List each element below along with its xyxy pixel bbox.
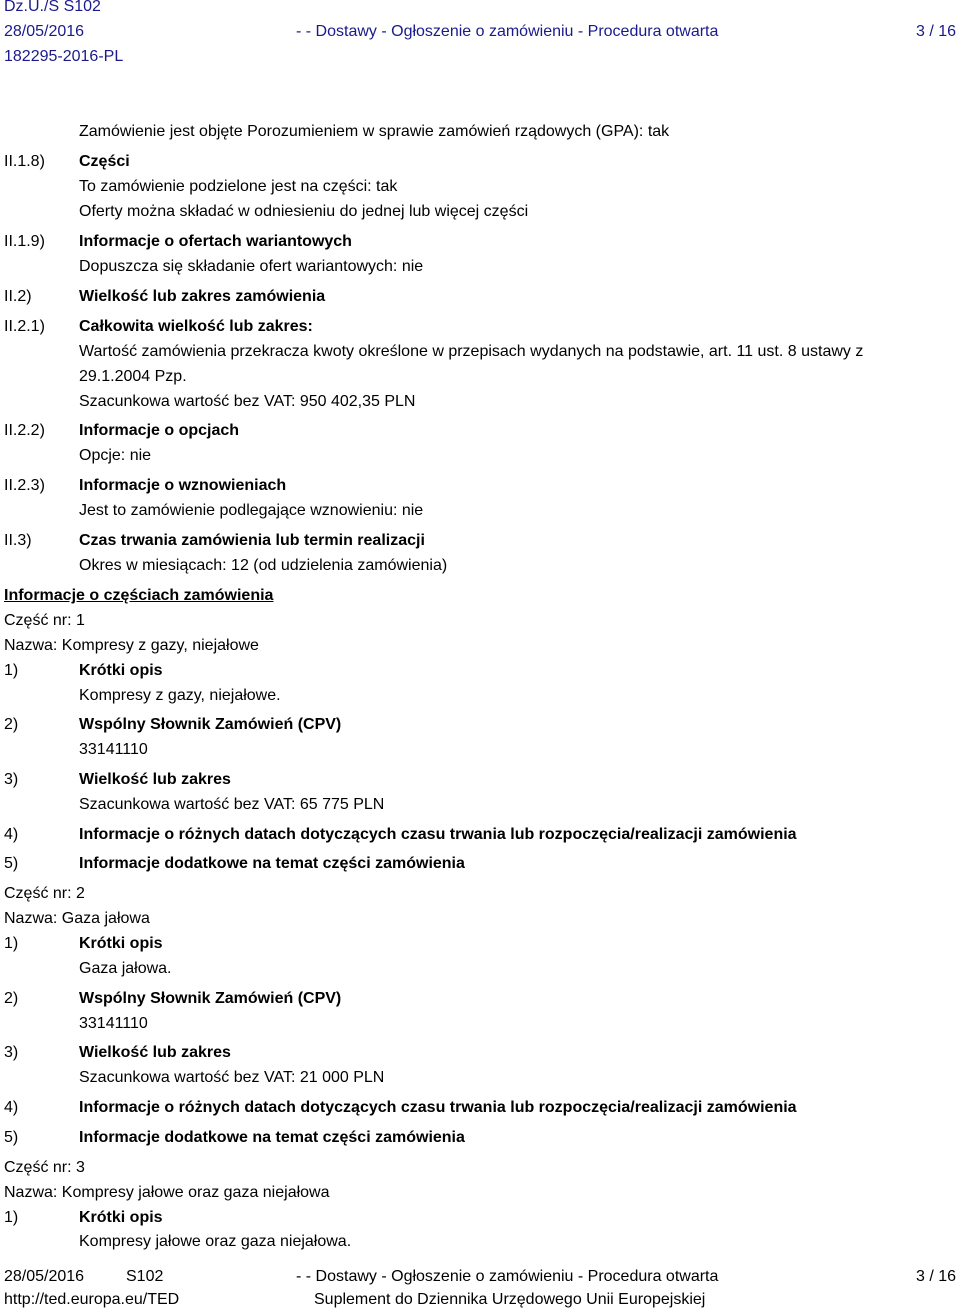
item-detail: Kompresy z gazy, niejałowe. (79, 687, 281, 704)
item-title: Wielkość lub zakres (79, 1044, 231, 1061)
heading-total-scope: Całkowita wielkość lub zakres: (79, 318, 313, 335)
item-title: Informacje dodatkowe na temat części zamówienia (79, 1129, 465, 1146)
heading-duration: Czas trwania zamówienia lub termin realizacji (79, 532, 425, 549)
item-title: Krótki opis (79, 935, 163, 952)
header-title: - - Dostawy - Ogłoszenie o zamówieniu - Procedura otwarta (296, 23, 719, 40)
gpa-line: Zamówienie jest objęte Porozumieniem w sprawie zamówień rządowych (GPA): tak (79, 123, 670, 140)
item-title: Krótki opis (79, 1209, 163, 1226)
heading-renewals: Informacje o wznowieniach (79, 477, 287, 494)
value-exceeds-line-2: 29.1.2004 Pzp. (79, 368, 187, 385)
estimated-value-line: Szacunkowa wartość bez VAT: 950 402,35 PLN (79, 393, 416, 410)
item-number: 5) (4, 1129, 19, 1146)
part-number: Część nr: 1 (4, 612, 85, 629)
item-number: 3) (4, 771, 19, 788)
header-page-number: 3 / 16 (915, 23, 956, 40)
value-exceeds-line: Wartość zamówienia przekracza kwoty określone w przepisach wydanych na podstawie, art. 11 ust. 8 ustawy z (79, 343, 864, 360)
item-title: Wspólny Słownik Zamówień (CPV) (79, 990, 342, 1007)
journal-ref: Dz.U./S S102 (4, 0, 101, 15)
part-name: Nazwa: Kompresy jałowe oraz gaza niejałowa (4, 1184, 330, 1201)
item-title: Wielkość lub zakres (79, 771, 231, 788)
footer-url[interactable]: http://ted.europa.eu/TED (4, 1291, 180, 1308)
item-detail: Gaza jałowa. (79, 960, 172, 977)
item-number: 5) (4, 855, 19, 872)
footer-title: - - Dostawy - Ogłoszenie o zamówieniu - Procedura otwarta (296, 1268, 719, 1285)
heading-scope: Wielkość lub zakres zamówienia (79, 288, 326, 305)
part-number: Część nr: 3 (4, 1159, 85, 1176)
variants-line: Dopuszcza się składanie ofert wariantowych: nie (79, 258, 424, 275)
section-code: II.1.9) (4, 233, 45, 250)
offers-line: Oferty można składać w odniesieniu do jednej lub więcej części (79, 203, 529, 220)
section-code: II.2.1) (4, 318, 45, 335)
item-number: 4) (4, 1099, 19, 1116)
footer-series: S102 (126, 1268, 164, 1285)
item-number: 2) (4, 990, 19, 1007)
item-number: 1) (4, 1209, 19, 1226)
heading-parts: Części (79, 153, 130, 170)
header-date: 28/05/2016 (4, 23, 85, 40)
item-title: Wspólny Słownik Zamówień (CPV) (79, 716, 342, 733)
section-code: II.2) (4, 288, 32, 305)
item-detail: 33141110 (79, 1015, 148, 1032)
item-detail: Szacunkowa wartość bez VAT: 21 000 PLN (79, 1069, 385, 1086)
item-number: 4) (4, 826, 19, 843)
item-title: Informacje dodatkowe na temat części zamówienia (79, 855, 465, 872)
notice-id: 182295-2016-PL (4, 48, 124, 65)
item-detail: Szacunkowa wartość bez VAT: 65 775 PLN (79, 796, 385, 813)
part-name: Nazwa: Kompresy z gazy, niejałowe (4, 637, 259, 654)
parts-divided-line: To zamówienie podzielone jest na części: tak (79, 178, 398, 195)
heading-variants: Informacje o ofertach wariantowych (79, 233, 352, 250)
item-number: 2) (4, 716, 19, 733)
section-code: II.2.3) (4, 477, 45, 494)
footer-publisher: Suplement do Dziennika Urzędowego Unii Europejskiej (314, 1291, 706, 1308)
item-number: 3) (4, 1044, 19, 1061)
part-number: Część nr: 2 (4, 885, 85, 902)
item-detail: Kompresy jałowe oraz gaza niejałowa. (79, 1233, 352, 1250)
section-code: II.3) (4, 532, 32, 549)
item-title: Krótki opis (79, 662, 163, 679)
parts-heading: Informacje o częściach zamówienia (4, 587, 274, 604)
options-line: Opcje: nie (79, 447, 152, 464)
item-number: 1) (4, 935, 19, 952)
item-detail: 33141110 (79, 741, 148, 758)
renewals-line: Jest to zamówienie podlegające wznowieniu: nie (79, 502, 424, 519)
item-title: Informacje o różnych datach dotyczących czasu trwania lub rozpoczęcia/realizacji zamówienia (79, 826, 797, 843)
footer-page-number: 3 / 16 (915, 1268, 956, 1285)
item-title: Informacje o różnych datach dotyczących czasu trwania lub rozpoczęcia/realizacji zamówienia (79, 1099, 797, 1116)
section-code: II.1.8) (4, 153, 45, 170)
section-code: II.2.2) (4, 422, 45, 439)
part-name: Nazwa: Gaza jałowa (4, 910, 150, 927)
item-number: 1) (4, 662, 19, 679)
footer-date: 28/05/2016 (4, 1268, 85, 1285)
duration-line: Okres w miesiącach: 12 (od udzielenia zamówienia) (79, 557, 448, 574)
heading-options: Informacje o opcjach (79, 422, 240, 439)
